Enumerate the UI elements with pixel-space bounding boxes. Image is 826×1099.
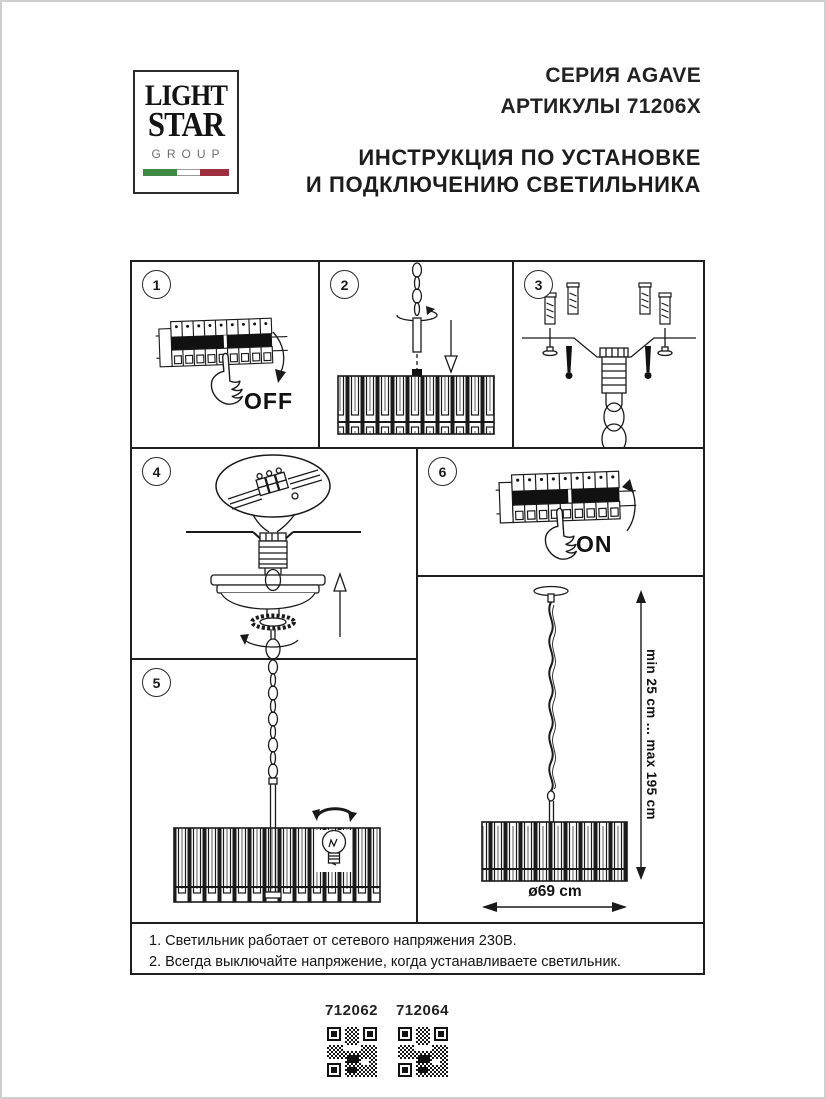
step-number-badge: 5 [142, 668, 171, 697]
italian-flag-bar [143, 169, 229, 176]
wall-anchor-icon [639, 283, 651, 314]
step-number-badge: 4 [142, 457, 171, 486]
diameter-label: ø69 cm [528, 883, 582, 900]
wiring-connection-illustration [132, 449, 416, 658]
power-off-label: OFF [244, 388, 293, 414]
panel-dimensions [416, 575, 705, 924]
panel-step-6 [416, 447, 705, 577]
circuit-breaker-on-illustration [418, 449, 703, 575]
panel-step-2 [318, 260, 514, 449]
height-range-label: min 25 cm ... max 195 cm [644, 649, 659, 820]
wall-anchor-icon [659, 293, 671, 324]
articles-title: АРТИКУЛЫ 71206X [500, 95, 701, 118]
terminal-block-icon [255, 467, 289, 496]
step-number-badge: 6 [428, 457, 457, 486]
header-series-block [501, 60, 701, 122]
panel-step-5 [130, 658, 418, 924]
step-number-badge: 3 [524, 270, 553, 299]
instruction-title-line2: И ПОДКЛЮЧЕНИЮ СВЕТИЛЬНИКА [305, 172, 701, 197]
crystal-drum-shade [338, 376, 494, 434]
series-title: СЕРИЯ AGAVE [545, 64, 701, 87]
panel-step-1 [130, 260, 320, 449]
logo-word-star: STAR [147, 105, 225, 144]
bulb-installation-illustration [132, 660, 416, 922]
qr-code-712062 [327, 1027, 377, 1077]
logo-word-light: LIGHT [144, 79, 228, 112]
instruction-title-line1: ИНСТРУКЦИЯ ПО УСТАНОВКЕ [358, 145, 701, 170]
power-on-label: ON [576, 531, 613, 557]
diameter-dimension-arrow [482, 902, 627, 912]
twist-arrow-icon [312, 809, 357, 822]
step-number-badge: 1 [142, 270, 171, 299]
note-line-2: 2. Всегда выключайте напряжение, когда устанавливаете светильник. [149, 954, 621, 970]
ceiling-canopy [211, 575, 325, 609]
panel-step-3 [512, 260, 705, 449]
screw-icon [566, 346, 573, 379]
crystal-drum-shade [482, 822, 627, 881]
article-code-2: 712064 [395, 1002, 450, 1019]
screw-icon [645, 346, 652, 379]
qr-code-712064 [398, 1027, 448, 1077]
instruction-title [306, 144, 701, 198]
logo-word-group: GROUP [151, 147, 226, 161]
chandelier-dimensions-illustration [418, 577, 703, 922]
safety-notes [130, 922, 705, 975]
panel-step-4 [130, 447, 418, 660]
wall-anchor-icon [567, 283, 579, 314]
lightstar-logo [133, 70, 239, 194]
wall-anchor-icon [544, 293, 556, 324]
up-arrow-icon [334, 574, 346, 637]
step-number-badge: 2 [330, 270, 359, 299]
article-code-1: 712062 [324, 1002, 379, 1019]
note-line-1: 1. Светильник работает от сетевого напряжения 230В. [149, 933, 517, 949]
